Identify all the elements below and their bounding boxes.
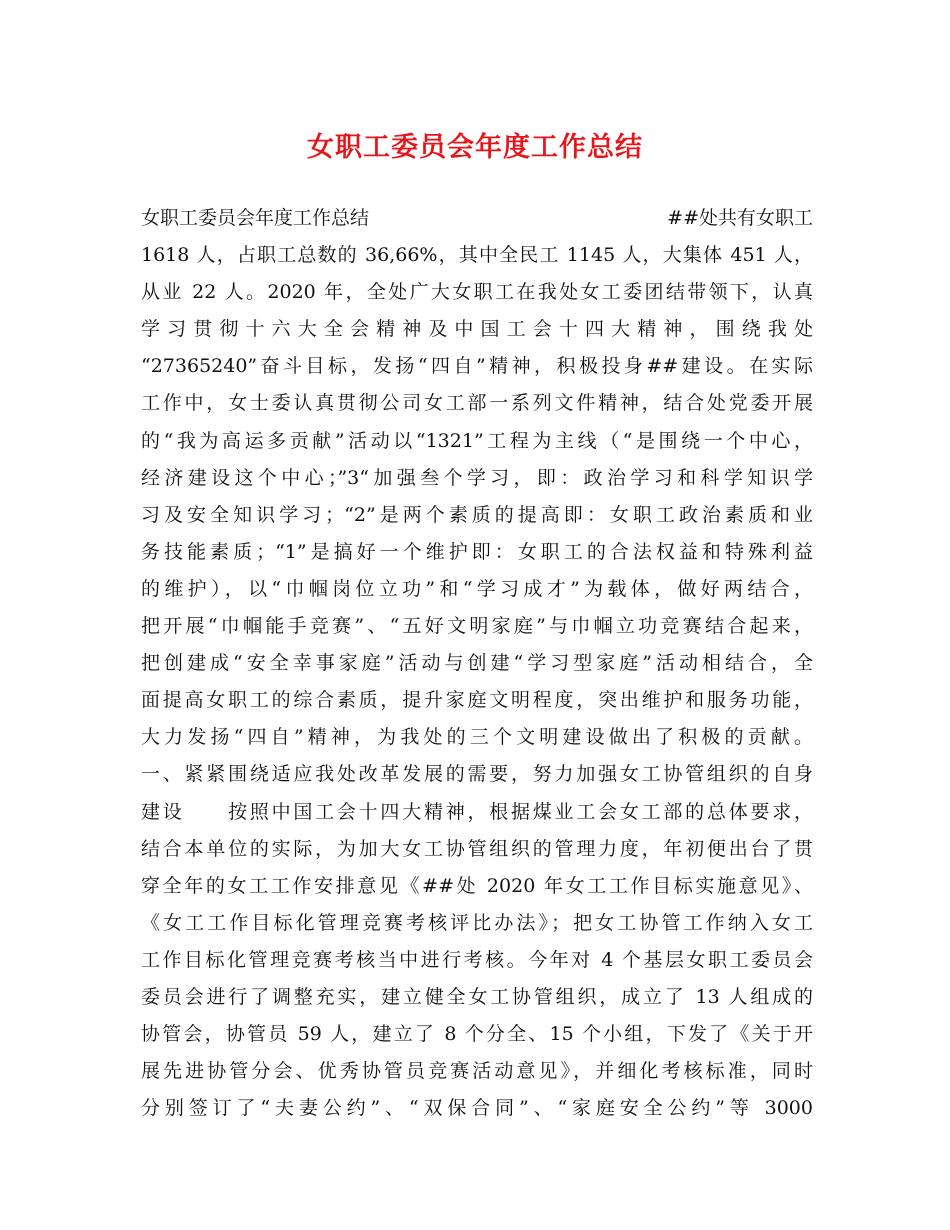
body-line: “27365240”奋斗目标，发扬“四自”精神，积极投身##建设。在实际 <box>141 355 813 378</box>
document-title: 女职工委员会年度工作总结 <box>307 132 643 163</box>
body-line: 大力发扬“四自”精神，为我处的三个文明建设做出了积极的贡献。 <box>141 726 813 749</box>
body-line: 分别签订了“夫妻公约”、“双保合同”、“家庭安全公约”等 3000 <box>141 1097 813 1120</box>
body-line: 一、紧紧围绕适应我处改革发展的需要，努力加强女工协管组织的自身 <box>141 763 813 786</box>
body-line: 面提高女职工的综合素质，提升家庭文明程度，突出维护和服务功能， <box>141 689 813 712</box>
document-body <box>141 200 813 1127</box>
body-line: 穿全年的女工工作安排意见《##处 2020 年女工工作目标实施意见》、 <box>141 874 813 897</box>
body-line: 工作中，女士委认真贯彻公司女工部一系列文件精神，结合处党委开展 <box>141 392 813 415</box>
body-line: 务技能素质；“1”是搞好一个维护即：女职工的合法权益和特殊利益 <box>141 540 813 563</box>
body-first-line-left: 女职工委员会年度工作总结 <box>141 207 370 229</box>
body-line: 工作目标化管理竞赛考核当中进行考核。今年对 4 个基层女职工委员会 <box>141 948 813 971</box>
body-line: 经济建设这个中心；”3“加强叁个学习，即：政治学习和科学知识学 <box>141 466 813 489</box>
body-line: 把开展“巾帼能手竞赛”、“五好文明家庭”与巾帼立功竞赛结合起来， <box>141 615 813 638</box>
body-line: 1618 人，占职工总数的 36,66%，其中全民工 1145 人，大集体 451 人， <box>141 244 813 267</box>
body-line: 从业 22 人。2020 年，全处广大女职工在我处女工委团结带领下，认真 <box>141 281 813 304</box>
body-line: 展先进协管分会、优秀协管员竞赛活动意见》，并细化考核标准，同时 <box>141 1060 813 1083</box>
body-line: 习及安全知识学习；“2”是两个素质的提高即：女职工政治素质和业 <box>141 503 813 526</box>
body-line: 结合本单位的实际，为加大女工协管组织的管理力度，年初便出台了贯 <box>141 837 813 860</box>
body-line: 的维护），以“巾帼岗位立功”和“学习成才”为载体，做好两结合， <box>141 577 813 600</box>
body-line: 委员会进行了调整充实，建立健全女工协管组织，成立了 13 人组成的 <box>141 985 813 1008</box>
body-first-line <box>141 200 813 237</box>
body-line: 的“我为高运多贡献”活动以“1321”工程为主线（“是围绕一个中心， <box>141 429 813 452</box>
body-line: 把创建成“安全幸事家庭”活动与创建“学习型家庭”活动相结合，全 <box>141 652 813 675</box>
body-first-line-right: ##处共有女职工 <box>667 207 813 229</box>
body-line: 学习贯彻十六大全会精神及中国工会十四大精神，围绕我处 <box>141 318 813 341</box>
body-line: 《女工工作目标化管理竞赛考核评比办法》；把女工协管工作纳入女工 <box>141 911 813 934</box>
body-line: 协管会，协管员 59 人，建立了 8 个分全、15 个小组，下发了《关于开 <box>141 1023 813 1046</box>
body-line: 建设 按照中国工会十四大精神，根据煤业工会女工部的总体要求， <box>141 800 813 823</box>
